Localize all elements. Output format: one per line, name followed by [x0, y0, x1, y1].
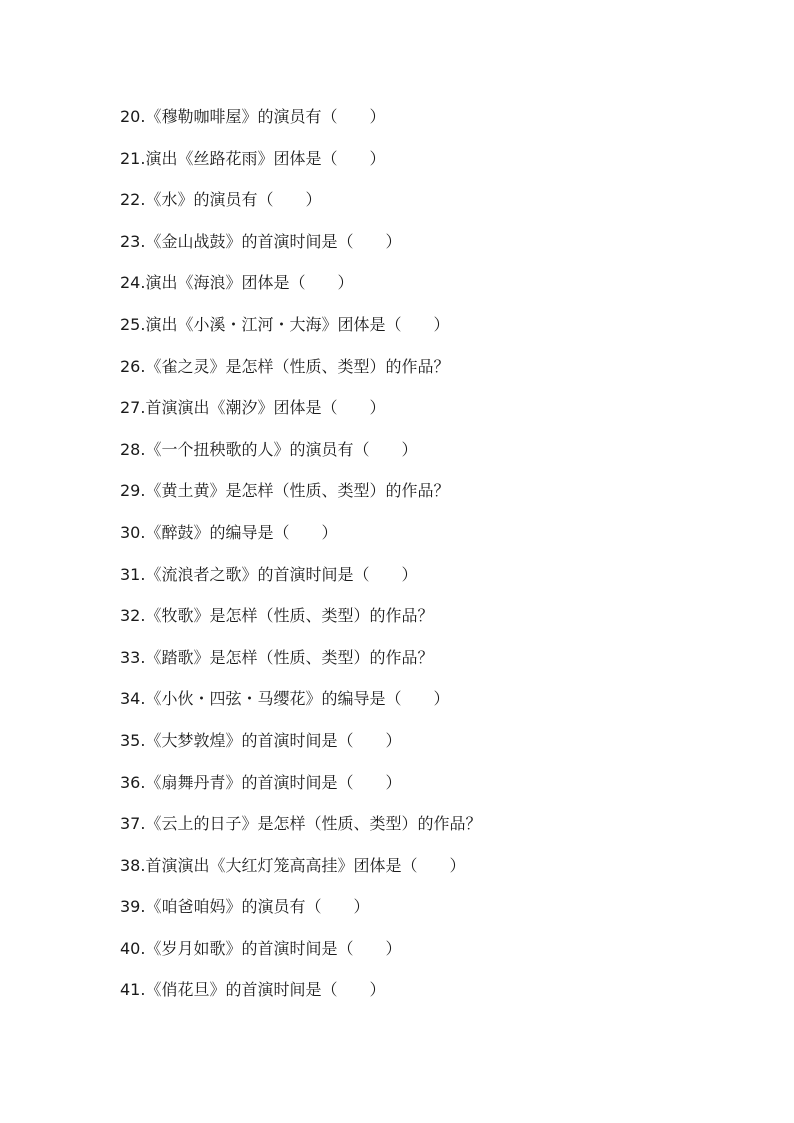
question-item: 29.《黄土黄》是怎样（性质、类型）的作品？ — [120, 481, 450, 501]
question-item: 24.演出《海浪》团体是（ ） — [120, 273, 354, 293]
question-item: 21.演出《丝路花雨》团体是（ ） — [120, 148, 386, 168]
question-item: 28.《一个扭秧歌的人》的演员有（ ） — [120, 439, 418, 459]
question-item: 25.演出《小溪・江河・大海》团体是（ ） — [120, 314, 450, 334]
question-item: 23.《金山战鼓》的首演时间是（ ） — [120, 231, 402, 251]
question-item: 30.《醉鼓》的编导是（ ） — [120, 522, 338, 542]
question-item: 37.《云上的日子》是怎样（性质、类型）的作品？ — [120, 814, 482, 834]
question-item: 26.《雀之灵》是怎样（性质、类型）的作品？ — [120, 356, 450, 376]
question-item: 35.《大梦敦煌》的首演时间是（ ） — [120, 730, 402, 750]
question-item: 32.《牧歌》是怎样（性质、类型）的作品？ — [120, 606, 434, 626]
question-item: 41.《俏花旦》的首演时间是（ ） — [120, 980, 386, 1000]
question-list — [120, 106, 481, 1021]
question-item: 34.《小伙・四弦・马缨花》的编导是（ ） — [120, 689, 450, 709]
question-item: 40.《岁月如歌》的首演时间是（ ） — [120, 938, 402, 958]
question-item: 20.《穆勒咖啡屋》的演员有（ ） — [120, 107, 386, 126]
question-item: 39.《咱爸咱妈》的演员有（ ） — [120, 897, 370, 917]
question-item: 38.首演演出《大红灯笼高高挂》团体是（ ） — [120, 855, 466, 875]
question-item: 33.《踏歌》是怎样（性质、类型）的作品？ — [120, 647, 434, 667]
question-item: 22.《水》的演员有（ ） — [120, 190, 322, 210]
question-item: 36.《扇舞丹青》的首演时间是（ ） — [120, 772, 402, 792]
question-item: 27.首演演出《潮汐》团体是（ ） — [120, 398, 386, 418]
question-item: 31.《流浪者之歌》的首演时间是（ ） — [120, 564, 418, 584]
